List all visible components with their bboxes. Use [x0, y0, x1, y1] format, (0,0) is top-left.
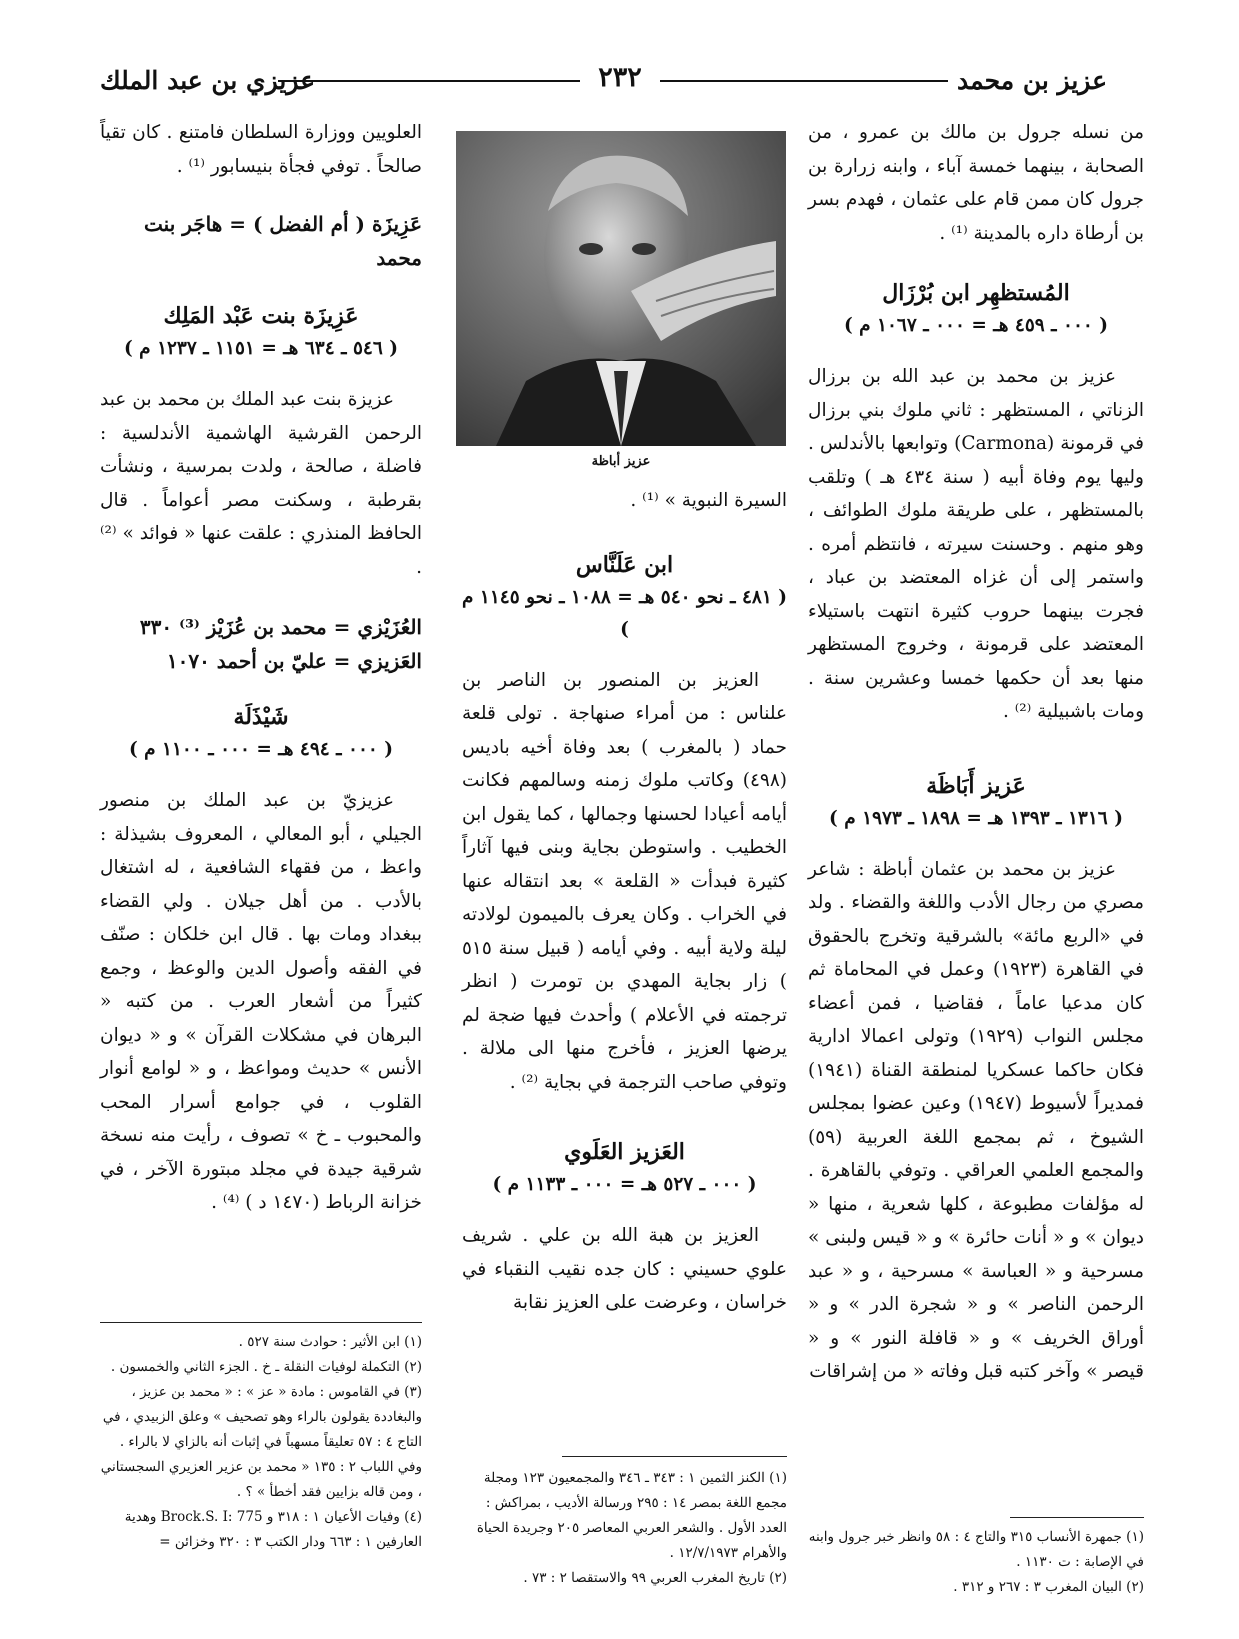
- continuation-text: السيرة النبوية » ⁽¹⁾ .: [630, 490, 787, 511]
- entry-title: عَزِيزَة بنت عَبْد المَلِك: [163, 303, 359, 329]
- cross-reference: العُزَيْزي = محمد بن عُزَيْز ⁽³⁾ ٣٣٠: [139, 615, 422, 639]
- entry-text: العزيز بن المنصور بن الناصر بن علناس : من أمراء صنهاجة . تولى قلعة حماد ( بالمغرب ) بعد وفاة أخيه باديس (٤٩٨) وكاتب ملوك زمنه وسالمهم فكانت أيامه أعيادا لحسنها وجمالها ، كما يقول ابن الخطيب . واستوطن بجاية وبنى فيها آثاراً كثيرة فبدأت « القلعة » بعد انتقاله عنها في الخراب . وكان يعرف بالميمون لولادته ليلة ولاية أبيه . وفي أيامه ( قبيل سنة ٥١٥ ) زار بجاية المهدي بن تومرت ( انظر ترجمته في الأعلام ) وأحدث فيها ضجة لم يرضها العزيز ، فأخرج منها الى ملالة . وتوفي صاحب الترجمة في بجاية ⁽²⁾ .: [462, 669, 787, 1093]
- cross-reference: عَزِيزَة ( أم الفضل ) = هاجَر بنت محمد: [144, 212, 422, 270]
- left-column: [100, 116, 422, 1220]
- footnote: (٢) التكملة لوفيات النقلة ـ خ . الجزء الثاني والخمسون .: [110, 1359, 422, 1375]
- entry-dates: ( ٠٠٠ ـ ٤٩٤ هـ = ٠٠٠ ـ ١١٠٠ م ): [128, 739, 394, 760]
- footnote-rule: [100, 1322, 422, 1323]
- entry-text: عزيز بن محمد بن عبد الله بن برزال الزناتي ، المستظهر : ثاني ملوك بني برزال في قرمونة (Carmona) وتوابعها بالأندلس . وليها يوم وفاة أبيه ( سنة ٤٣٤ هـ ) وتلقب بالمستظهر ، على طريقة ملوك الطوائف ، وهو منهم . وحسنت سيرته ، فانتظم أمره . واستمر إلى أن غزاه المعتضد بن عباد ، فجرت بينهما حروب كثيرة انتهت باستيلاء المعتضد على قرمونة ، وخروج المستظهر منها بعد أن حكمها خمسا وعشرين سنة . ومات باشبيلية ⁽²⁾ .: [808, 366, 1144, 722]
- entry-dates: ( ٠٠٠ ـ ٥٢٧ هـ = ٠٠٠ ـ ١١٣٣ م ): [492, 1174, 757, 1195]
- entry-dates: ( ٠٠٠ ـ ٤٥٩ هـ = ٠٠٠ ـ ١٠٦٧ م ): [843, 315, 1109, 336]
- entry-text: عزيزيّ بن عبد الملك بن منصور الجيلي ، أبو المعالي ، المعروف بشيذلة : واعظ ، من فقهاء الشافعية ، له اشتغال بالأدب . من أهل جيلان . ولي القضاء ببغداد ومات بها . قال ابن خلكان : صنّف في الفقه وأصول الدين والوعظ ، وجمع كثيراً من أشعار العرب . من كتبه « البرهان في مشكلات القرآن » و « ديوان الأنس » حديث ومواعظ ، و « لوامع أنوار القلوب ، في جوامع أسرار المحب والمحبوب ـ خ » تصوف ، رأيت منه نسخة شرقية جيدة في مجلد مبتورة الآخر ، في خزانة الرباط (١٤٧٠ د ) ⁽⁴⁾ .: [100, 790, 422, 1213]
- entry-text: عزيزة بنت عبد الملك بن محمد بن عبد الرحمن القرشية الهاشمية الأندلسية : فاضلة ، صالحة ، ولدت بمرسية ، ونشأت بقرطبة ، وسكنت مصر أعواماً . قال الحافظ المنذري : علقت عنها « فوائد » ⁽²⁾ .: [100, 389, 422, 578]
- portrait-photo: [456, 131, 786, 446]
- footnote: (١) ابن الأثير : حوادث سنة ٥٢٧ .: [238, 1334, 422, 1350]
- continuation-text: العلويين ووزارة السلطان فامتنع . كان تقياً صالحاً . توفي فجأة بنيسابور ⁽¹⁾ .: [100, 122, 422, 177]
- footnote: (٢) تاريخ المغرب العربي ٩٩ والاستقصا ٢ : ٧٣ .: [523, 1570, 787, 1586]
- footnote-rule: [1010, 1517, 1144, 1518]
- footnotes-middle: [462, 1466, 787, 1591]
- running-head-left: عزيزي بن عبد الملك: [100, 66, 316, 95]
- footnote: (٢) البيان المغرب ٣ : ٢٦٧ و ٣١٢ .: [953, 1579, 1144, 1595]
- entry-title: ابن عَلَنَّاس: [575, 551, 674, 578]
- footnote: (٤) وفيات الأعيان ١ : ٣١٨ و Brock.S. I: 775 وهدية العارفين ١ : ٦٦٣ ودار الكتب ٣ : ٣٢٠ وخزائن =: [124, 1509, 422, 1550]
- cross-reference: العَزيزي = عليّ بن أحمد ١٠٧٠: [166, 649, 422, 673]
- footnotes-right: [808, 1525, 1144, 1600]
- footnote-rule: [562, 1456, 787, 1457]
- entry-title: العَزيز العَلَوي: [564, 1139, 685, 1165]
- header-rule-left: [278, 80, 580, 82]
- middle-column: [462, 484, 787, 1320]
- footnote: (٣) في القاموس : مادة « عز » : « محمد بن عزيز ، والبغاددة يقولون بالراء وهو تصحيف » وعلق الزبيدي ، في التاج ٤ : ٥٧ تعليقاً مسهباً في إثبات أنه بالزاي لا بالراء . وفي اللباب ٢ : ١٣٥ « محمد بن عزير العزيري السجستاني ، ومن قاله بزايين فقد أخطأ » ؟ .: [100, 1384, 422, 1500]
- photo-caption: عزيز أباظة: [591, 454, 651, 469]
- entry-title: المُستظهِر ابن بُرْزَال: [882, 280, 1070, 306]
- entry-text: العزيز بن هبة الله بن علي . شريف علوي حسيني : كان جده نقيب النقباء في خراسان ، وعرضت على العزيز نقابة: [462, 1225, 787, 1313]
- continuation-text: من نسله جرول بن مالك بن عمرو ، من الصحابة ، بينهما خمسة آباء ، وابنه زرارة بن جرول كان ممن قام على عثمان ، فهدم بسر بن أرطاة داره بالمدينة ⁽¹⁾ .: [808, 122, 1144, 244]
- entry-dates: ( ٤٨١ ـ نحو ٥٤٠ هـ = ١٠٨٨ ـ نحو ١١٤٥ م ): [461, 586, 787, 640]
- entry-dates: ( ١٣١٦ ـ ١٣٩٣ هـ = ١٨٩٨ ـ ١٩٧٣ م ): [829, 807, 1123, 829]
- right-column: [808, 116, 1144, 1389]
- entry-title: عَزيز أَبَاظَة: [926, 772, 1026, 799]
- header-rule-right: [660, 80, 948, 82]
- page-number: ٢٣٢: [598, 62, 642, 93]
- entry-title: شَيْذَلَة: [233, 704, 289, 730]
- running-head-right: عزيز بن محمد: [957, 66, 1107, 95]
- footnote: (١) الكنز الثمين ١ : ٣٤٣ ـ ٣٤٦ والمجمعيون ١٢٣ ومجلة مجمع اللغة بمصر ١٤ : ٢٩٥ ورسالة الأديب ، بمراكش : العدد الأول . والشعر العربي المعاصر ٢٠٥ وجريدة الحياة والأهرام ١٢/٧/١٩٧٣ .: [476, 1470, 787, 1561]
- footnotes-left: [100, 1330, 422, 1555]
- footnote: (١) جمهرة الأنساب ٣١٥ والتاج ٤ : ٥٨ وانظر خبر جرول وابنه في الإصابة : ت ١١٣٠ .: [808, 1529, 1144, 1570]
- entry-dates: ( ٥٤٦ ـ ٦٣٤ هـ = ١١٥١ ـ ١٢٣٧ م ): [123, 338, 399, 359]
- entry-text: عزيز بن محمد بن عثمان أباظة : شاعر مصري من رجال الأدب واللغة والقضاء . ولد في «الربع مائة» بالشرقية وتخرج بالحقوق في القاهرة (١٩٢٣) وعمل في المحاماة ثم كان مدعيا عاماً ، فقاضيا ، فمن أعضاء مجلس النواب (١٩٢٩) وتولى اعمالا ادارية فكان حاكما عسكريا لمنطقة القناة (١٩٤١) فمديراً لأسيوط (١٩٤٧) وعين عضوا بمجلس الشيوخ ، ثم بمجمع اللغة العربية (٥٩) والمجمع العلمي العراقي . وتوفي بالقاهرة . له مؤلفات مطبوعة ، كلها شعرية ، منها « ديوان » و « أنات حائرة » و « قيس ولبنى » مسرحية و « العباسة » مسرحية ، و « عبد الرحمن الناصر » و « شجرة الدر » و « أوراق الخريف » و « قافلة النور » و « قيصر » وآخر كتبه قبل وفاته « من إشراقات: [808, 858, 1145, 1382]
